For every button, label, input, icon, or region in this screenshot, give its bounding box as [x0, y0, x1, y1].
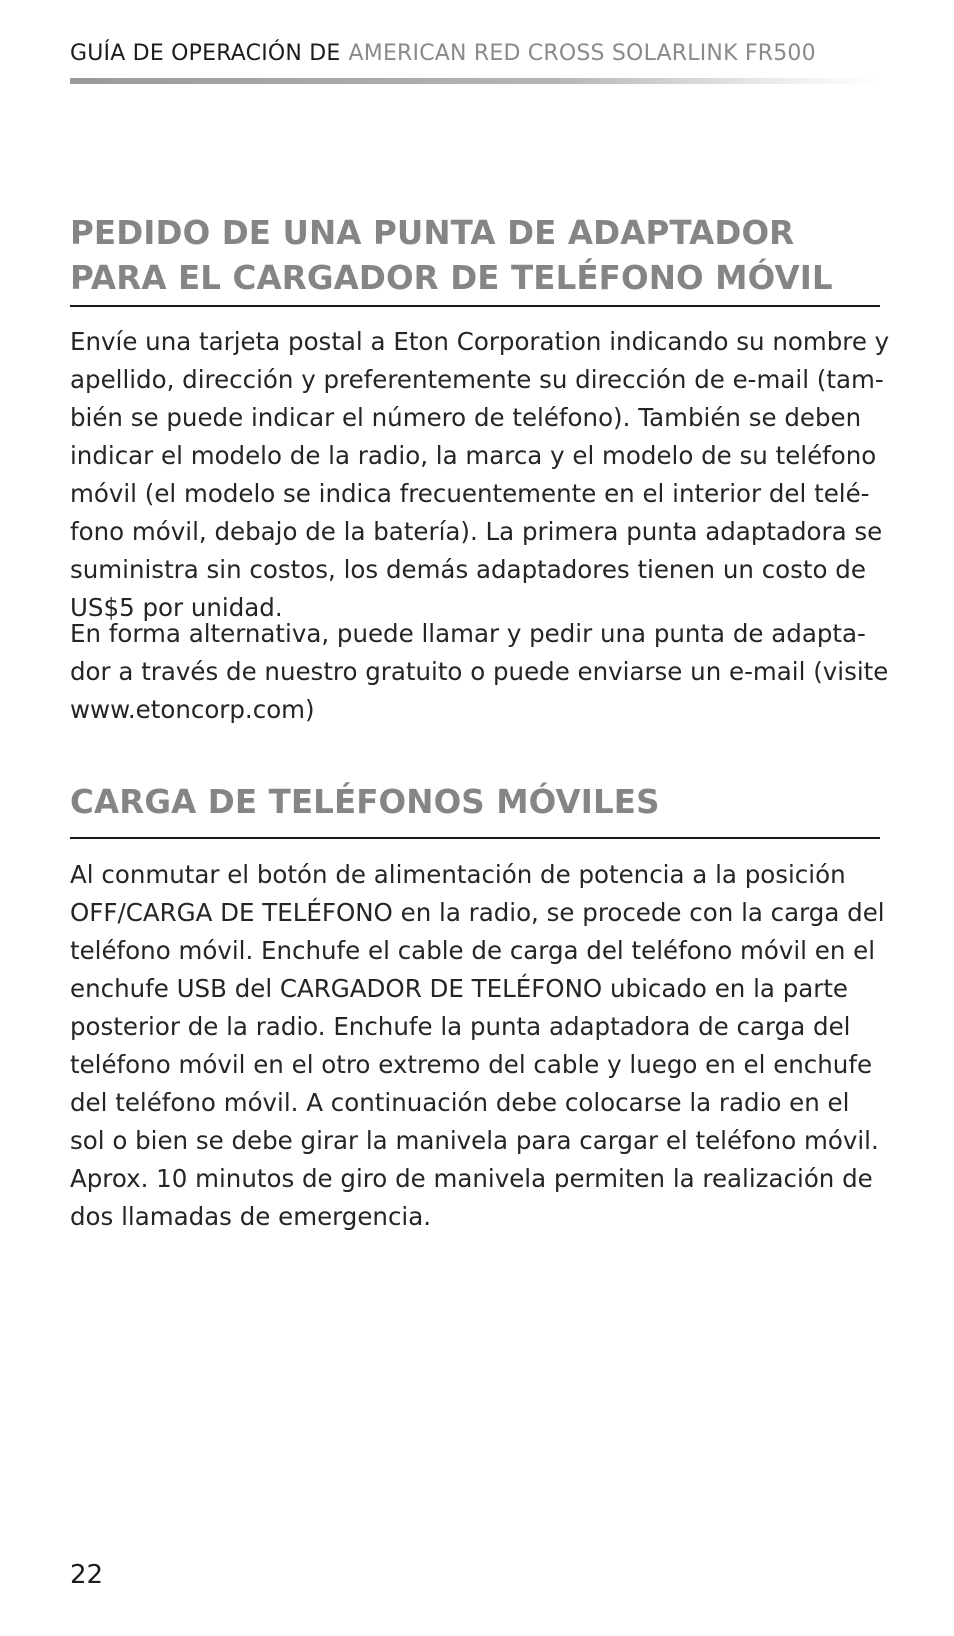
running-header [70, 43, 880, 65]
text-line: bién se puede indicar el número de teléfono). También se deben [70, 403, 862, 432]
phone-charging-paragraph [70, 856, 890, 1236]
text-line: Al conmutar el botón de alimentación de potencia a la posición [70, 860, 846, 889]
text-line: Envíe una tarjeta postal a Eton Corporation indicando su nombre y [70, 327, 890, 356]
section-title-phone-charging [70, 780, 880, 825]
text-line: enchufe USB del CARGADOR DE TELÉFONO ubicado en la parte [70, 974, 849, 1003]
text-line: suministra sin costos, los demás adaptadores tienen un costo de [70, 555, 866, 584]
text-line: US$5 por unidad. [70, 593, 283, 622]
text-line: www.etoncorp.com) [70, 695, 315, 724]
text-line: En forma alternativa, puede llamar y pedir una punta de adapta- [70, 619, 866, 648]
text-line: Aprox. 10 minutos de giro de manivela permiten la realización de [70, 1164, 873, 1193]
text-line: fono móvil, debajo de la batería). La primera punta adaptadora se [70, 517, 883, 546]
section-title-line: PEDIDO DE UNA PUNTA DE ADAPTADOR [70, 214, 795, 252]
header-product-name: AMERICAN RED CROSS SOLARLINK FR500 [348, 41, 816, 66]
section-rule [70, 837, 880, 839]
text-line: dos llamadas de emergencia. [70, 1202, 432, 1231]
text-line: apellido, dirección y preferentemente su dirección de e-mail (tam- [70, 365, 884, 394]
text-line: móvil (el modelo se indica frecuentemente en el interior del telé- [70, 479, 870, 508]
text-line: indicar el modelo de la radio, la marca y el modelo de su teléfono [70, 441, 877, 470]
text-line: teléfono móvil. Enchufe el cable de carga del teléfono móvil en el [70, 936, 876, 965]
text-line: dor a través de nuestro gratuito o puede enviarse un e-mail (visite [70, 657, 889, 686]
header-guide-label: GUÍA DE OPERACIÓN DE [70, 41, 341, 66]
text-line: teléfono móvil en el otro extremo del cable y luego en el enchufe [70, 1050, 873, 1079]
section-rule [70, 305, 880, 307]
text-line: posterior de la radio. Enchufe la punta adaptadora de carga del [70, 1012, 851, 1041]
section-title-line: PARA EL CARGADOR DE TELÉFONO MÓVIL [70, 259, 833, 297]
page-number: 22 [70, 1560, 104, 1590]
text-line: sol o bien se debe girar la manivela para cargar el teléfono móvil. [70, 1126, 879, 1155]
text-line: del teléfono móvil. A continuación debe colocarse la radio en el [70, 1088, 850, 1117]
section-title-line: CARGA DE TELÉFONOS MÓVILES [70, 783, 660, 821]
adapter-order-paragraph [70, 323, 890, 627]
section-title-adapter-order [70, 211, 880, 301]
header-rule [70, 78, 880, 84]
text-line: OFF/CARGA DE TELÉFONO en la radio, se procede con la carga del [70, 898, 885, 927]
alternative-order-paragraph [70, 615, 890, 729]
